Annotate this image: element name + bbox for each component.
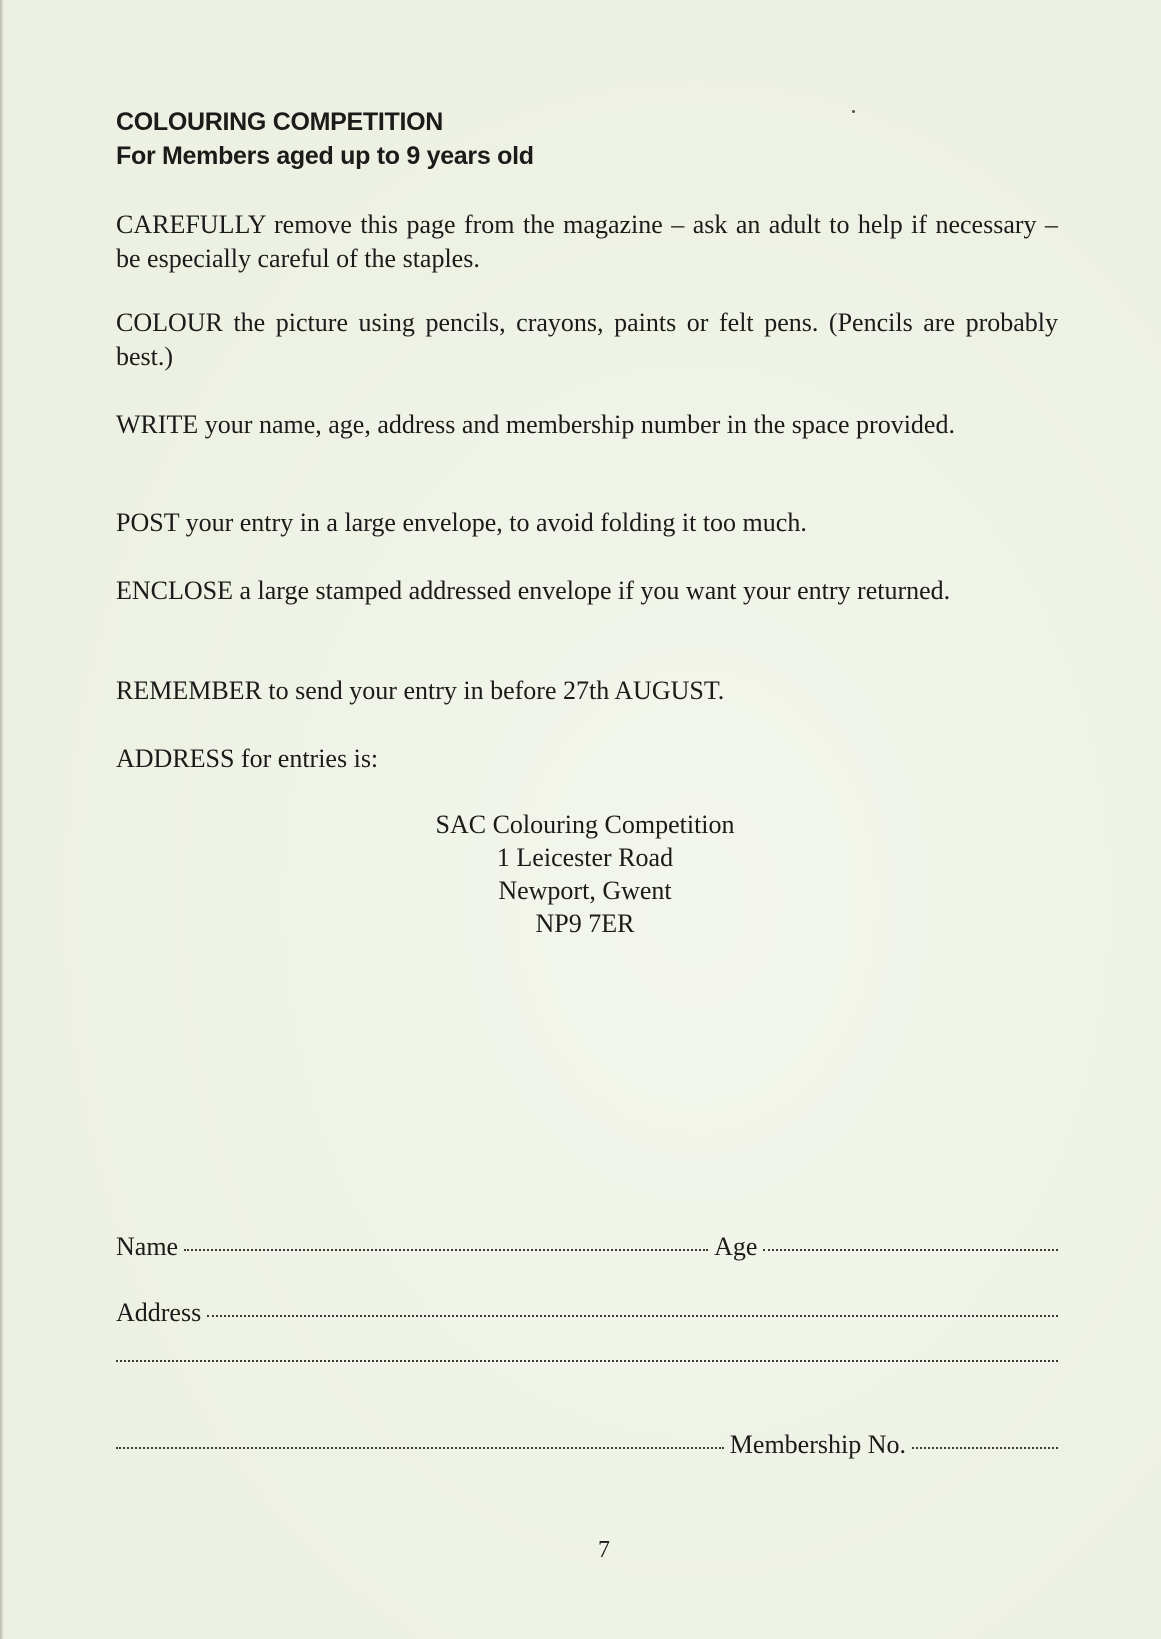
address-line-2: 1 Leicester Road [496, 843, 674, 872]
name-age-row [116, 1232, 1058, 1262]
page-number: 7 [598, 1537, 610, 1563]
instruction-enclose: ENCLOSE a large stamped addressed envelope if you want your entry returned. [116, 576, 951, 605]
instruction-colour: COLOUR the picture using pencils, crayons, paints or felt pens. (Pencils are probably best.) [116, 308, 1058, 371]
address-row [116, 1298, 1058, 1328]
membership-label: Membership No. [729, 1430, 906, 1459]
name-label: Name [116, 1232, 179, 1261]
address-line-4: NP9 7ER [535, 909, 635, 938]
name-field[interactable] [184, 1249, 708, 1251]
age-label: Age [714, 1232, 758, 1261]
address-label: Address [116, 1298, 202, 1327]
instruction-carefully: CAREFULLY remove this page from the magazine – ask an adult to help if necessary – be especially careful of the staples. [116, 210, 1058, 273]
postal-address [360, 808, 810, 940]
competition-title: COLOURING COMPETITION [116, 108, 444, 136]
instruction-remember: REMEMBER to send your entry in before 27th AUGUST. [116, 676, 725, 705]
address-line-1: SAC Colouring Competition [435, 810, 735, 839]
instruction-address: ADDRESS for entries is: [116, 744, 379, 773]
membership-field[interactable] [912, 1447, 1058, 1449]
address-line-3: Newport, Gwent [498, 876, 672, 905]
instruction-post: POST your entry in a large envelope, to avoid folding it too much. [116, 508, 807, 537]
address-field-line-2[interactable] [116, 1360, 1058, 1362]
instruction-write: WRITE your name, age, address and membership number in the space provided. [116, 410, 955, 439]
address-field-line-3[interactable] [116, 1447, 724, 1449]
page-edge-shadow [0, 0, 4, 1639]
address-field-line-1[interactable] [207, 1315, 1058, 1317]
address-row-2 [116, 1364, 1058, 1366]
paper-speck [852, 110, 855, 113]
competition-subtitle: For Members aged up to 9 years old [116, 142, 534, 170]
age-field[interactable] [763, 1249, 1058, 1251]
address-membership-row [116, 1430, 1058, 1460]
